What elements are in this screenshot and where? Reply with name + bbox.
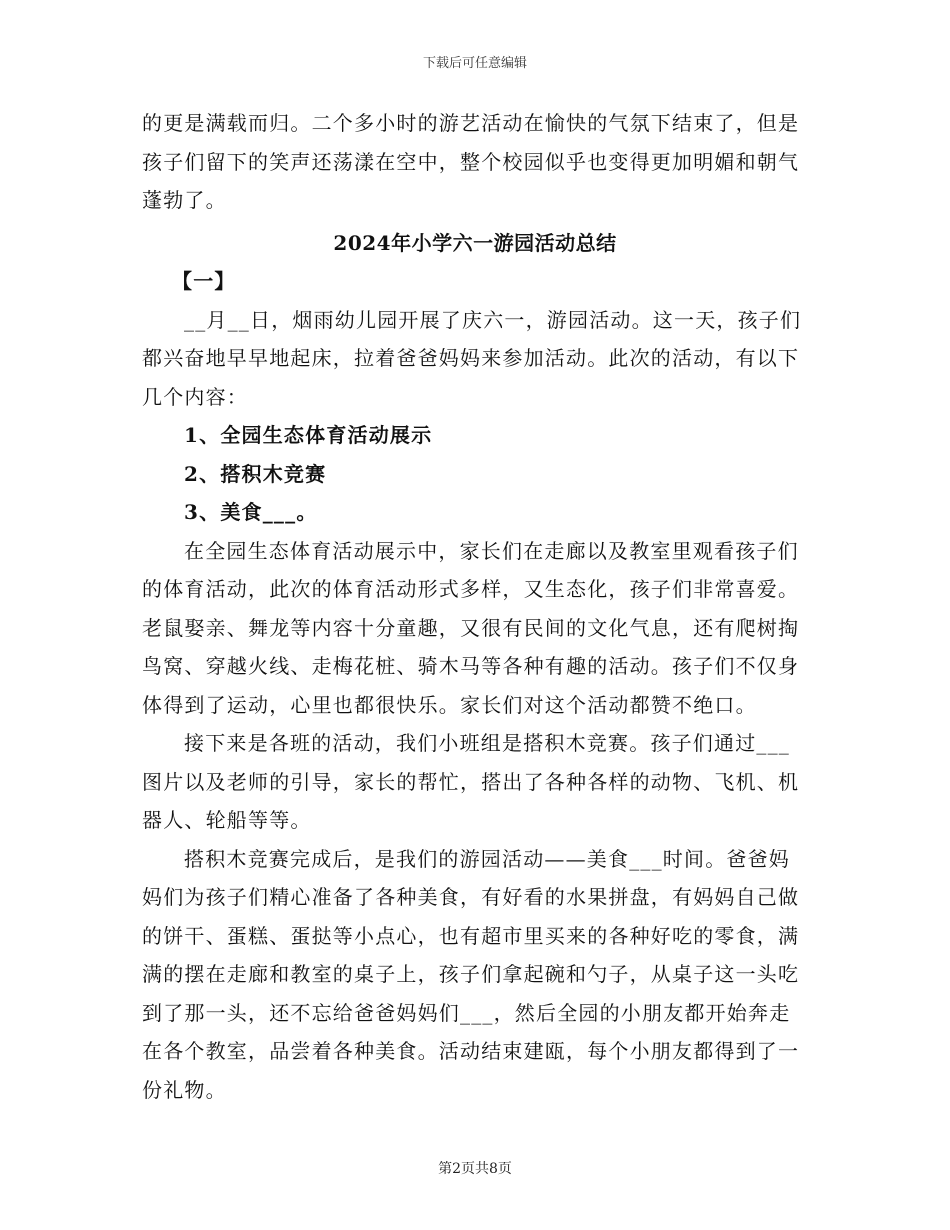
section-label: 【一】	[172, 269, 236, 293]
document-title: 2024年小学六一游园活动总结	[333, 230, 617, 255]
list-item: 3、美食___。	[184, 500, 318, 524]
document-body	[142, 104, 808, 1109]
list-item: 1、全园生态体育活动展示	[184, 423, 433, 447]
paragraph: 接下来是各班的活动，我们小班组是搭积木竞赛。孩子们通过___图片以及老师的引导，家长的帮忙，搭出了各种各样的动物、飞机、机器人、轮船等等。	[142, 731, 800, 832]
intro-paragraph: 的更是满载而归。二个多小时的游艺活动在愉快的气氛下结束了，但是孩子们留下的笑声还荡漾在空中，整个校园似乎也变得更加明媚和朝气蓬勃了。	[142, 111, 800, 212]
list-item: 2、搭积木竞赛	[184, 461, 327, 486]
paragraph: 在全园生态体育活动展示中，家长们在走廊以及教室里观看孩子们的体育活动，此次的体育活动形式多样，又生态化，孩子们非常喜爱。老鼠娶亲、舞龙等内容十分童趣，又很有民间的文化气息，还有爬树掏鸟窝、穿越火线、走梅花桩、骑木马等各种有趣的活动。孩子们不仅身体得到了运动，心里也都很快乐。家长们对这个活动都赞不绝口。	[142, 538, 800, 717]
page-number: 第2页共8页	[438, 1161, 512, 1177]
paragraph: __月__日，烟雨幼儿园开展了庆六一，游园活动。这一天，孩子们都兴奋地早早地起床，拉着爸爸妈妈来参加活动。此次的活动，有以下几个内容：	[142, 307, 802, 409]
paragraph: 搭积木竞赛完成后，是我们的游园活动——美食___时间。爸爸妈妈们为孩子们精心准备了各种美食，有好看的水果拼盘，有妈妈自己做的饼干、蛋糕、蛋挞等小点心，也有超市里买来的各种好吃的零食，满满的摆在走廊和教室的桌子上，孩子们拿起碗和勺子，从桌子这一头吃到了那一头，还不忘给爸爸妈妈们___，然后全园的小朋友都开始奔走在各个教室，品尝着各种美食。活动结束建瓯，每个小朋友都得到了一份礼物。	[142, 846, 800, 1102]
page-header: 下载后可任意编辑	[422, 56, 527, 71]
